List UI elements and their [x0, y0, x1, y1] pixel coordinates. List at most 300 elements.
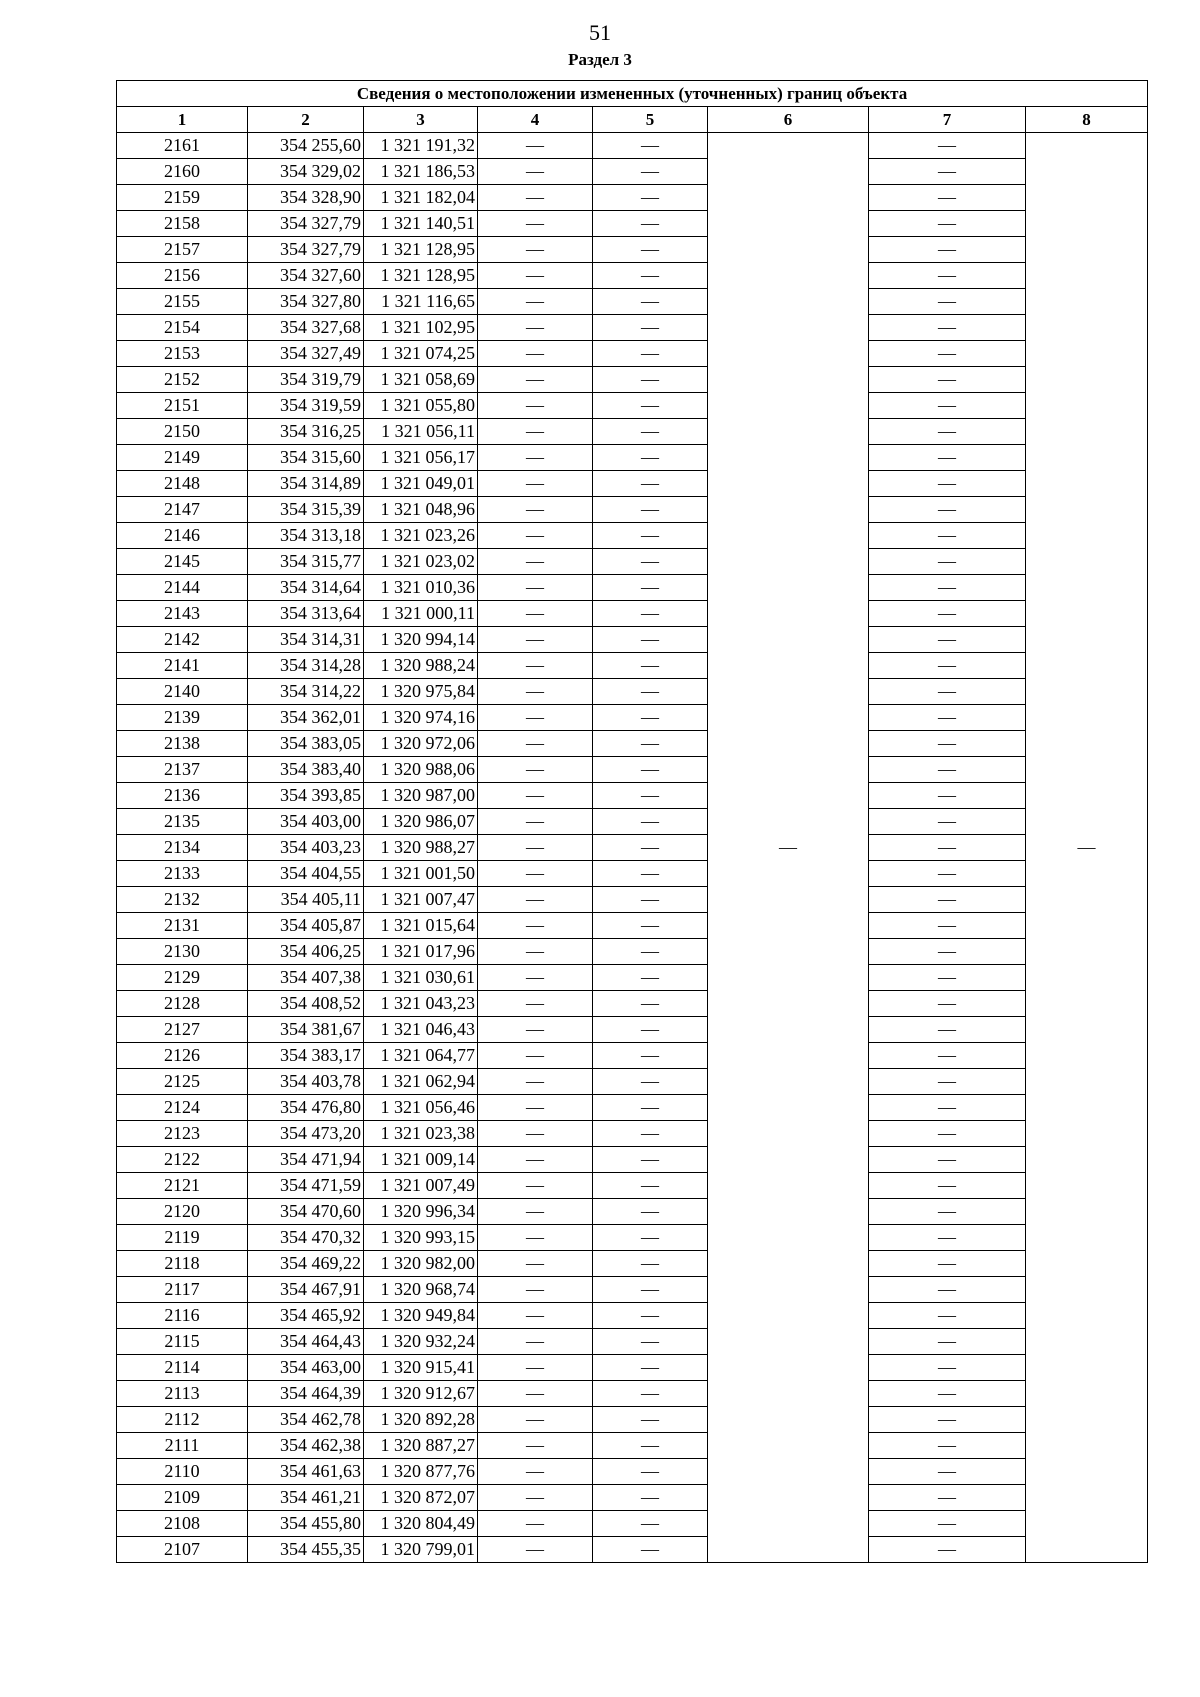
y-coordinate-cell: 1 321 030,61 [364, 965, 478, 991]
column-7-cell: — [869, 809, 1026, 835]
column-5-cell: — [593, 861, 708, 887]
column-4-cell: — [478, 1043, 593, 1069]
table-row [117, 1407, 1148, 1433]
point-number-cell: 2155 [117, 289, 248, 315]
table-row [117, 471, 1148, 497]
table-row [117, 549, 1148, 575]
column-4-cell: — [478, 913, 593, 939]
point-number-cell: 2141 [117, 653, 248, 679]
point-number-cell: 2152 [117, 367, 248, 393]
x-coordinate-cell: 354 314,89 [248, 471, 364, 497]
point-number-cell: 2115 [117, 1329, 248, 1355]
column-header: 7 [869, 107, 1026, 133]
column-5-cell: — [593, 1485, 708, 1511]
table-row [117, 133, 1148, 159]
column-7-cell: — [869, 1095, 1026, 1121]
column-5-cell: — [593, 133, 708, 159]
y-coordinate-cell: 1 320 877,76 [364, 1459, 478, 1485]
column-5-cell: — [593, 341, 708, 367]
column-4-cell: — [478, 211, 593, 237]
x-coordinate-cell: 354 462,38 [248, 1433, 364, 1459]
point-number-cell: 2111 [117, 1433, 248, 1459]
x-coordinate-cell: 354 315,39 [248, 497, 364, 523]
y-coordinate-cell: 1 321 116,65 [364, 289, 478, 315]
column-4-cell: — [478, 1329, 593, 1355]
column-4-cell: — [478, 575, 593, 601]
column-7-cell: — [869, 1355, 1026, 1381]
column-4-cell: — [478, 939, 593, 965]
table-row [117, 731, 1148, 757]
x-coordinate-cell: 354 314,28 [248, 653, 364, 679]
column-7-cell: — [869, 939, 1026, 965]
column-5-cell: — [593, 1381, 708, 1407]
point-number-cell: 2120 [117, 1199, 248, 1225]
column-7-cell: — [869, 835, 1026, 861]
y-coordinate-cell: 1 321 009,14 [364, 1147, 478, 1173]
table-row [117, 1537, 1148, 1563]
column-4-cell: — [478, 705, 593, 731]
y-coordinate-cell: 1 320 949,84 [364, 1303, 478, 1329]
point-number-cell: 2125 [117, 1069, 248, 1095]
y-coordinate-cell: 1 321 043,23 [364, 991, 478, 1017]
column-4-cell: — [478, 731, 593, 757]
column-5-cell: — [593, 1199, 708, 1225]
point-number-cell: 2150 [117, 419, 248, 445]
column-7-cell: — [869, 1511, 1026, 1537]
table-row [117, 1355, 1148, 1381]
x-coordinate-cell: 354 314,64 [248, 575, 364, 601]
x-coordinate-cell: 354 383,40 [248, 757, 364, 783]
point-number-cell: 2151 [117, 393, 248, 419]
column-4-cell: — [478, 497, 593, 523]
point-number-cell: 2107 [117, 1537, 248, 1563]
column-7-cell: — [869, 783, 1026, 809]
table-row [117, 913, 1148, 939]
point-number-cell: 2114 [117, 1355, 248, 1381]
column-4-cell: — [478, 289, 593, 315]
column-5-cell: — [593, 263, 708, 289]
column-4-cell: — [478, 315, 593, 341]
x-coordinate-cell: 354 471,94 [248, 1147, 364, 1173]
column-7-cell: — [869, 549, 1026, 575]
column-7-cell: — [869, 523, 1026, 549]
point-number-cell: 2119 [117, 1225, 248, 1251]
table-row [117, 627, 1148, 653]
x-coordinate-cell: 354 404,55 [248, 861, 364, 887]
column-7-cell: — [869, 887, 1026, 913]
point-number-cell: 2154 [117, 315, 248, 341]
x-coordinate-cell: 354 319,59 [248, 393, 364, 419]
column-5-cell: — [593, 549, 708, 575]
column-7-cell: — [869, 1459, 1026, 1485]
column-7-cell: — [869, 1199, 1026, 1225]
column-header-row [117, 107, 1148, 133]
x-coordinate-cell: 354 470,60 [248, 1199, 364, 1225]
point-number-cell: 2133 [117, 861, 248, 887]
x-coordinate-cell: 354 327,79 [248, 211, 364, 237]
x-coordinate-cell: 354 408,52 [248, 991, 364, 1017]
column-4-cell: — [478, 1173, 593, 1199]
column-5-cell: — [593, 1043, 708, 1069]
y-coordinate-cell: 1 320 988,06 [364, 757, 478, 783]
table-row [117, 1043, 1148, 1069]
table-row [117, 939, 1148, 965]
column-4-cell: — [478, 1407, 593, 1433]
column-7-cell: — [869, 575, 1026, 601]
table-row [117, 1381, 1148, 1407]
column-4-cell: — [478, 1251, 593, 1277]
column-4-cell: — [478, 185, 593, 211]
column-5-cell: — [593, 523, 708, 549]
column-5-cell: — [593, 783, 708, 809]
x-coordinate-cell: 354 461,63 [248, 1459, 364, 1485]
x-coordinate-cell: 354 461,21 [248, 1485, 364, 1511]
y-coordinate-cell: 1 320 982,00 [364, 1251, 478, 1277]
column-7-cell: — [869, 1381, 1026, 1407]
point-number-cell: 2127 [117, 1017, 248, 1043]
column-5-cell: — [593, 1329, 708, 1355]
column-4-cell: — [478, 679, 593, 705]
table-row [117, 653, 1148, 679]
column-4-cell: — [478, 523, 593, 549]
boundary-coordinates-table [116, 80, 1148, 1563]
column-7-cell: — [869, 1017, 1026, 1043]
column-4-cell: — [478, 1225, 593, 1251]
table-row [117, 1147, 1148, 1173]
table-row [117, 159, 1148, 185]
x-coordinate-cell: 354 471,59 [248, 1173, 364, 1199]
column-header: 3 [364, 107, 478, 133]
y-coordinate-cell: 1 320 892,28 [364, 1407, 478, 1433]
x-coordinate-cell: 354 255,60 [248, 133, 364, 159]
column-7-cell: — [869, 159, 1026, 185]
column-7-cell: — [869, 185, 1026, 211]
column-5-cell: — [593, 1303, 708, 1329]
point-number-cell: 2153 [117, 341, 248, 367]
column-7-cell: — [869, 679, 1026, 705]
y-coordinate-cell: 1 321 186,53 [364, 159, 478, 185]
column-4-cell: — [478, 341, 593, 367]
column-4-cell: — [478, 627, 593, 653]
column-7-cell: — [869, 1407, 1026, 1433]
column-5-cell: — [593, 393, 708, 419]
column-4-cell: — [478, 549, 593, 575]
table-row [117, 783, 1148, 809]
x-coordinate-cell: 354 469,22 [248, 1251, 364, 1277]
table-row [117, 601, 1148, 627]
y-coordinate-cell: 1 321 140,51 [364, 211, 478, 237]
column-4-cell: — [478, 653, 593, 679]
column-5-cell: — [593, 1511, 708, 1537]
column-5-cell: — [593, 1537, 708, 1563]
table-row [117, 1329, 1148, 1355]
column-7-cell: — [869, 731, 1026, 757]
point-number-cell: 2132 [117, 887, 248, 913]
y-coordinate-cell: 1 321 007,47 [364, 887, 478, 913]
column-5-cell: — [593, 1147, 708, 1173]
table-row [117, 1303, 1148, 1329]
y-coordinate-cell: 1 321 074,25 [364, 341, 478, 367]
table-row [117, 965, 1148, 991]
column-8-merged-cell: — [1026, 133, 1148, 1563]
x-coordinate-cell: 354 405,87 [248, 913, 364, 939]
column-4-cell: — [478, 1355, 593, 1381]
point-number-cell: 2134 [117, 835, 248, 861]
table-row [117, 835, 1148, 861]
table-row [117, 211, 1148, 237]
column-5-cell: — [593, 1095, 708, 1121]
column-5-cell: — [593, 419, 708, 445]
y-coordinate-cell: 1 320 975,84 [364, 679, 478, 705]
point-number-cell: 2146 [117, 523, 248, 549]
column-4-cell: — [478, 1147, 593, 1173]
y-coordinate-cell: 1 321 000,11 [364, 601, 478, 627]
column-7-cell: — [869, 211, 1026, 237]
point-number-cell: 2136 [117, 783, 248, 809]
point-number-cell: 2145 [117, 549, 248, 575]
column-5-cell: — [593, 1277, 708, 1303]
column-header: 5 [593, 107, 708, 133]
y-coordinate-cell: 1 320 987,00 [364, 783, 478, 809]
column-5-cell: — [593, 289, 708, 315]
table-caption: Сведения о местоположении измененных (уточненных) границ объекта [117, 81, 1148, 107]
table-row [117, 991, 1148, 1017]
column-5-cell: — [593, 1251, 708, 1277]
column-4-cell: — [478, 1537, 593, 1563]
x-coordinate-cell: 354 463,00 [248, 1355, 364, 1381]
column-6-merged-cell: — [708, 133, 869, 1563]
x-coordinate-cell: 354 476,80 [248, 1095, 364, 1121]
y-coordinate-cell: 1 321 064,77 [364, 1043, 478, 1069]
column-5-cell: — [593, 1069, 708, 1095]
column-7-cell: — [869, 991, 1026, 1017]
table-row [117, 861, 1148, 887]
column-4-cell: — [478, 159, 593, 185]
x-coordinate-cell: 354 315,60 [248, 445, 364, 471]
y-coordinate-cell: 1 321 191,32 [364, 133, 478, 159]
column-4-cell: — [478, 1433, 593, 1459]
column-4-cell: — [478, 471, 593, 497]
column-5-cell: — [593, 497, 708, 523]
x-coordinate-cell: 354 470,32 [248, 1225, 364, 1251]
column-4-cell: — [478, 1277, 593, 1303]
point-number-cell: 2112 [117, 1407, 248, 1433]
column-7-cell: — [869, 1537, 1026, 1563]
y-coordinate-cell: 1 320 974,16 [364, 705, 478, 731]
column-4-cell: — [478, 1095, 593, 1121]
column-4-cell: — [478, 835, 593, 861]
x-coordinate-cell: 354 455,80 [248, 1511, 364, 1537]
x-coordinate-cell: 354 327,68 [248, 315, 364, 341]
table-row [117, 393, 1148, 419]
table-row [117, 887, 1148, 913]
point-number-cell: 2159 [117, 185, 248, 211]
x-coordinate-cell: 354 465,92 [248, 1303, 364, 1329]
point-number-cell: 2138 [117, 731, 248, 757]
y-coordinate-cell: 1 321 056,11 [364, 419, 478, 445]
x-coordinate-cell: 354 319,79 [248, 367, 364, 393]
y-coordinate-cell: 1 320 994,14 [364, 627, 478, 653]
y-coordinate-cell: 1 321 062,94 [364, 1069, 478, 1095]
table-row [117, 1017, 1148, 1043]
column-5-cell: — [593, 627, 708, 653]
point-number-cell: 2129 [117, 965, 248, 991]
column-5-cell: — [593, 1225, 708, 1251]
column-header: 6 [708, 107, 869, 133]
column-header: 1 [117, 107, 248, 133]
table-row [117, 419, 1148, 445]
column-5-cell: — [593, 991, 708, 1017]
point-number-cell: 2148 [117, 471, 248, 497]
column-4-cell: — [478, 1199, 593, 1225]
point-number-cell: 2109 [117, 1485, 248, 1511]
column-7-cell: — [869, 1303, 1026, 1329]
column-4-cell: — [478, 1381, 593, 1407]
column-4-cell: — [478, 783, 593, 809]
x-coordinate-cell: 354 407,38 [248, 965, 364, 991]
column-5-cell: — [593, 705, 708, 731]
column-5-cell: — [593, 159, 708, 185]
x-coordinate-cell: 354 327,60 [248, 263, 364, 289]
point-number-cell: 2131 [117, 913, 248, 939]
column-4-cell: — [478, 445, 593, 471]
table-row [117, 367, 1148, 393]
y-coordinate-cell: 1 321 048,96 [364, 497, 478, 523]
y-coordinate-cell: 1 320 912,67 [364, 1381, 478, 1407]
column-7-cell: — [869, 393, 1026, 419]
column-7-cell: — [869, 1251, 1026, 1277]
column-7-cell: — [869, 1225, 1026, 1251]
column-4-cell: — [478, 237, 593, 263]
point-number-cell: 2121 [117, 1173, 248, 1199]
table-row [117, 705, 1148, 731]
column-7-cell: — [869, 1121, 1026, 1147]
column-5-cell: — [593, 757, 708, 783]
column-4-cell: — [478, 367, 593, 393]
column-5-cell: — [593, 315, 708, 341]
y-coordinate-cell: 1 320 968,74 [364, 1277, 478, 1303]
table-row [117, 1485, 1148, 1511]
table-row [117, 1511, 1148, 1537]
y-coordinate-cell: 1 320 988,27 [364, 835, 478, 861]
y-coordinate-cell: 1 321 056,17 [364, 445, 478, 471]
y-coordinate-cell: 1 321 015,64 [364, 913, 478, 939]
column-7-cell: — [869, 289, 1026, 315]
table-row [117, 1251, 1148, 1277]
column-4-cell: — [478, 1485, 593, 1511]
x-coordinate-cell: 354 383,17 [248, 1043, 364, 1069]
column-7-cell: — [869, 367, 1026, 393]
column-5-cell: — [593, 939, 708, 965]
table-row [117, 523, 1148, 549]
x-coordinate-cell: 354 462,78 [248, 1407, 364, 1433]
column-5-cell: — [593, 653, 708, 679]
column-4-cell: — [478, 887, 593, 913]
column-7-cell: — [869, 627, 1026, 653]
column-7-cell: — [869, 653, 1026, 679]
x-coordinate-cell: 354 403,78 [248, 1069, 364, 1095]
table-row [117, 1173, 1148, 1199]
y-coordinate-cell: 1 321 023,02 [364, 549, 478, 575]
point-number-cell: 2113 [117, 1381, 248, 1407]
point-number-cell: 2160 [117, 159, 248, 185]
column-7-cell: — [869, 601, 1026, 627]
point-number-cell: 2108 [117, 1511, 248, 1537]
point-number-cell: 2147 [117, 497, 248, 523]
y-coordinate-cell: 1 320 988,24 [364, 653, 478, 679]
point-number-cell: 2137 [117, 757, 248, 783]
column-7-cell: — [869, 1147, 1026, 1173]
y-coordinate-cell: 1 321 001,50 [364, 861, 478, 887]
column-7-cell: — [869, 263, 1026, 289]
column-7-cell: — [869, 1069, 1026, 1095]
x-coordinate-cell: 354 313,64 [248, 601, 364, 627]
x-coordinate-cell: 354 403,23 [248, 835, 364, 861]
y-coordinate-cell: 1 320 993,15 [364, 1225, 478, 1251]
y-coordinate-cell: 1 321 023,38 [364, 1121, 478, 1147]
x-coordinate-cell: 354 403,00 [248, 809, 364, 835]
column-4-cell: — [478, 419, 593, 445]
table-row [117, 575, 1148, 601]
point-number-cell: 2126 [117, 1043, 248, 1069]
table-row [117, 445, 1148, 471]
column-7-cell: — [869, 913, 1026, 939]
column-4-cell: — [478, 757, 593, 783]
table-row [117, 757, 1148, 783]
table-body [117, 133, 1148, 1563]
column-4-cell: — [478, 1511, 593, 1537]
table-row [117, 237, 1148, 263]
y-coordinate-cell: 1 320 915,41 [364, 1355, 478, 1381]
table-row [117, 1199, 1148, 1225]
x-coordinate-cell: 354 393,85 [248, 783, 364, 809]
column-5-cell: — [593, 575, 708, 601]
y-coordinate-cell: 1 320 986,07 [364, 809, 478, 835]
column-7-cell: — [869, 1277, 1026, 1303]
column-7-cell: — [869, 419, 1026, 445]
x-coordinate-cell: 354 314,31 [248, 627, 364, 653]
point-number-cell: 2135 [117, 809, 248, 835]
x-coordinate-cell: 354 316,25 [248, 419, 364, 445]
y-coordinate-cell: 1 321 007,49 [364, 1173, 478, 1199]
column-4-cell: — [478, 133, 593, 159]
point-number-cell: 2118 [117, 1251, 248, 1277]
column-5-cell: — [593, 1355, 708, 1381]
table-row [117, 1121, 1148, 1147]
y-coordinate-cell: 1 321 182,04 [364, 185, 478, 211]
y-coordinate-cell: 1 321 017,96 [364, 939, 478, 965]
x-coordinate-cell: 354 455,35 [248, 1537, 364, 1563]
column-5-cell: — [593, 1017, 708, 1043]
y-coordinate-cell: 1 321 046,43 [364, 1017, 478, 1043]
column-5-cell: — [593, 1459, 708, 1485]
y-coordinate-cell: 1 321 056,46 [364, 1095, 478, 1121]
x-coordinate-cell: 354 362,01 [248, 705, 364, 731]
column-4-cell: — [478, 809, 593, 835]
column-5-cell: — [593, 679, 708, 705]
column-4-cell: — [478, 1121, 593, 1147]
point-number-cell: 2122 [117, 1147, 248, 1173]
column-4-cell: — [478, 393, 593, 419]
column-5-cell: — [593, 211, 708, 237]
column-7-cell: — [869, 1433, 1026, 1459]
point-number-cell: 2116 [117, 1303, 248, 1329]
column-4-cell: — [478, 1069, 593, 1095]
table-row [117, 341, 1148, 367]
column-7-cell: — [869, 1173, 1026, 1199]
x-coordinate-cell: 354 473,20 [248, 1121, 364, 1147]
column-header: 2 [248, 107, 364, 133]
